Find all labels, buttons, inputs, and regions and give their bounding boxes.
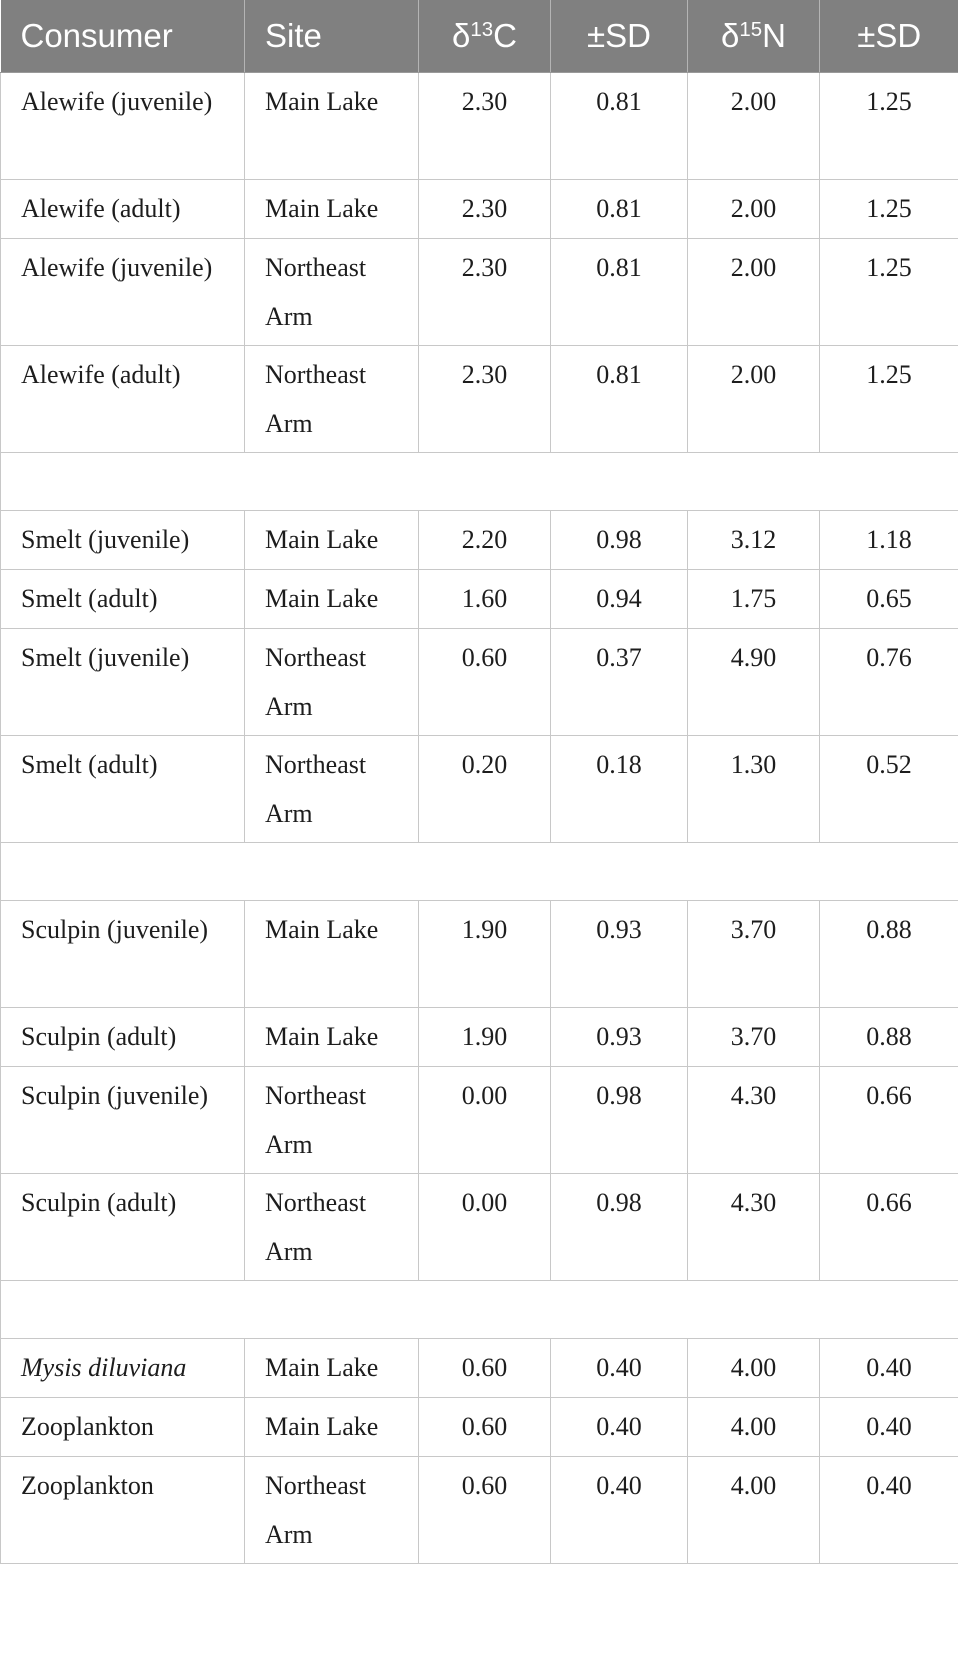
cell-consumer: Alewife (adult): [1, 180, 245, 239]
table-row: [1, 1067, 958, 1174]
cell-consumer: Sculpin (adult): [1, 1008, 245, 1067]
header-d13c-symbol: δ: [452, 17, 471, 54]
cell-consumer: Zooplankton: [1, 1457, 245, 1564]
cell-sd13c: 0.81: [551, 346, 688, 453]
cell-sd15n: 1.25: [820, 239, 958, 346]
cell-sd13c: 0.81: [551, 73, 688, 180]
cell-sd13c: 0.18: [551, 736, 688, 843]
cell-site: Main Lake: [245, 570, 419, 629]
table-header: [1, 0, 958, 73]
cell-d13c: 0.20: [419, 736, 551, 843]
cell-sd15n: 0.88: [820, 901, 958, 1008]
cell-site: Main Lake: [245, 180, 419, 239]
separator-cell: [1, 843, 958, 901]
cell-site: Main Lake: [245, 901, 419, 1008]
cell-d15n: 2.00: [688, 180, 820, 239]
cell-d13c: 0.00: [419, 1174, 551, 1281]
table-row: [1, 1457, 958, 1564]
cell-d13c: 2.30: [419, 73, 551, 180]
header-d13c: [419, 0, 551, 73]
cell-d13c: 1.90: [419, 1008, 551, 1067]
cell-d13c: 1.60: [419, 570, 551, 629]
cell-d15n: 4.30: [688, 1067, 820, 1174]
separator-cell: [1, 1281, 958, 1339]
cell-d15n: 1.75: [688, 570, 820, 629]
cell-d15n: 4.00: [688, 1398, 820, 1457]
table-row: [1, 346, 958, 453]
cell-d15n: 3.12: [688, 511, 820, 570]
header-consumer: Consumer: [1, 0, 245, 73]
cell-sd15n: 1.25: [820, 346, 958, 453]
cell-sd13c: 0.98: [551, 511, 688, 570]
cell-sd13c: 0.40: [551, 1339, 688, 1398]
cell-d13c: 1.90: [419, 901, 551, 1008]
cell-d13c: 0.60: [419, 629, 551, 736]
header-d13c-element: C: [493, 17, 517, 54]
cell-site: Northeast Arm: [245, 736, 419, 843]
table-row: [1, 239, 958, 346]
cell-sd13c: 0.81: [551, 180, 688, 239]
cell-sd15n: 1.18: [820, 511, 958, 570]
cell-sd15n: 1.25: [820, 73, 958, 180]
cell-site: Northeast Arm: [245, 1457, 419, 1564]
cell-consumer: Smelt (juvenile): [1, 629, 245, 736]
cell-consumer: Alewife (juvenile): [1, 239, 245, 346]
cell-sd13c: 0.94: [551, 570, 688, 629]
cell-sd15n: 0.40: [820, 1339, 958, 1398]
cell-consumer: Mysis diluviana: [1, 1339, 245, 1398]
cell-site: Main Lake: [245, 511, 419, 570]
separator-cell: [1, 453, 958, 511]
group-separator-row: [1, 453, 958, 511]
cell-d13c: 2.20: [419, 511, 551, 570]
table-row: [1, 1008, 958, 1067]
cell-d15n: 4.00: [688, 1457, 820, 1564]
cell-sd15n: 1.25: [820, 180, 958, 239]
cell-sd15n: 0.52: [820, 736, 958, 843]
cell-site: Main Lake: [245, 1339, 419, 1398]
header-d15n-symbol: δ: [721, 17, 740, 54]
cell-d15n: 4.30: [688, 1174, 820, 1281]
cell-d15n: 3.70: [688, 1008, 820, 1067]
cell-d13c: 2.30: [419, 239, 551, 346]
group-separator-row: [1, 843, 958, 901]
cell-d13c: 0.00: [419, 1067, 551, 1174]
cell-site: Main Lake: [245, 1398, 419, 1457]
cell-consumer: Sculpin (adult): [1, 1174, 245, 1281]
cell-site: Main Lake: [245, 73, 419, 180]
header-d15n-superscript: 15: [739, 17, 763, 41]
cell-d15n: 3.70: [688, 901, 820, 1008]
cell-sd13c: 0.98: [551, 1174, 688, 1281]
table-row: [1, 570, 958, 629]
cell-d15n: 4.90: [688, 629, 820, 736]
cell-sd15n: 0.40: [820, 1398, 958, 1457]
cell-d13c: 0.60: [419, 1398, 551, 1457]
cell-consumer: Smelt (adult): [1, 736, 245, 843]
cell-sd15n: 0.40: [820, 1457, 958, 1564]
cell-sd13c: 0.93: [551, 901, 688, 1008]
cell-sd13c: 0.40: [551, 1398, 688, 1457]
cell-consumer: Alewife (adult): [1, 346, 245, 453]
cell-consumer: Sculpin (juvenile): [1, 901, 245, 1008]
header-sd-nitrogen: ±SD: [820, 0, 958, 73]
header-sd-carbon: ±SD: [551, 0, 688, 73]
cell-sd13c: 0.37: [551, 629, 688, 736]
cell-site: Northeast Arm: [245, 1067, 419, 1174]
cell-consumer: Alewife (juvenile): [1, 73, 245, 180]
cell-site: Main Lake: [245, 1008, 419, 1067]
cell-sd15n: 0.66: [820, 1174, 958, 1281]
cell-sd15n: 0.76: [820, 629, 958, 736]
cell-consumer: Sculpin (juvenile): [1, 1067, 245, 1174]
table-row: [1, 629, 958, 736]
cell-sd13c: 0.81: [551, 239, 688, 346]
cell-site: Northeast Arm: [245, 1174, 419, 1281]
group-separator-row: [1, 1281, 958, 1339]
cell-d13c: 0.60: [419, 1457, 551, 1564]
header-d15n-element: N: [762, 17, 786, 54]
table-row: [1, 1174, 958, 1281]
cell-d15n: 1.30: [688, 736, 820, 843]
table-row: [1, 1339, 958, 1398]
cell-sd15n: 0.88: [820, 1008, 958, 1067]
table-row: [1, 180, 958, 239]
cell-consumer: Smelt (adult): [1, 570, 245, 629]
cell-d13c: 2.30: [419, 346, 551, 453]
cell-d13c: 2.30: [419, 180, 551, 239]
header-d13c-superscript: 13: [470, 17, 494, 41]
cell-consumer: Zooplankton: [1, 1398, 245, 1457]
table-row: [1, 736, 958, 843]
header-site: Site: [245, 0, 419, 73]
cell-site: Northeast Arm: [245, 239, 419, 346]
table-body: [1, 73, 958, 1564]
cell-sd15n: 0.66: [820, 1067, 958, 1174]
cell-sd13c: 0.40: [551, 1457, 688, 1564]
cell-sd15n: 0.65: [820, 570, 958, 629]
cell-site: Northeast Arm: [245, 346, 419, 453]
cell-d15n: 2.00: [688, 73, 820, 180]
cell-sd13c: 0.93: [551, 1008, 688, 1067]
cell-d15n: 2.00: [688, 239, 820, 346]
table-row: [1, 73, 958, 180]
header-d15n: [688, 0, 820, 73]
table-row: [1, 511, 958, 570]
table-row: [1, 1398, 958, 1457]
cell-d13c: 0.60: [419, 1339, 551, 1398]
cell-sd13c: 0.98: [551, 1067, 688, 1174]
cell-d15n: 4.00: [688, 1339, 820, 1398]
cell-consumer: Smelt (juvenile): [1, 511, 245, 570]
cell-site: Northeast Arm: [245, 629, 419, 736]
cell-d15n: 2.00: [688, 346, 820, 453]
table-row: [1, 901, 958, 1008]
